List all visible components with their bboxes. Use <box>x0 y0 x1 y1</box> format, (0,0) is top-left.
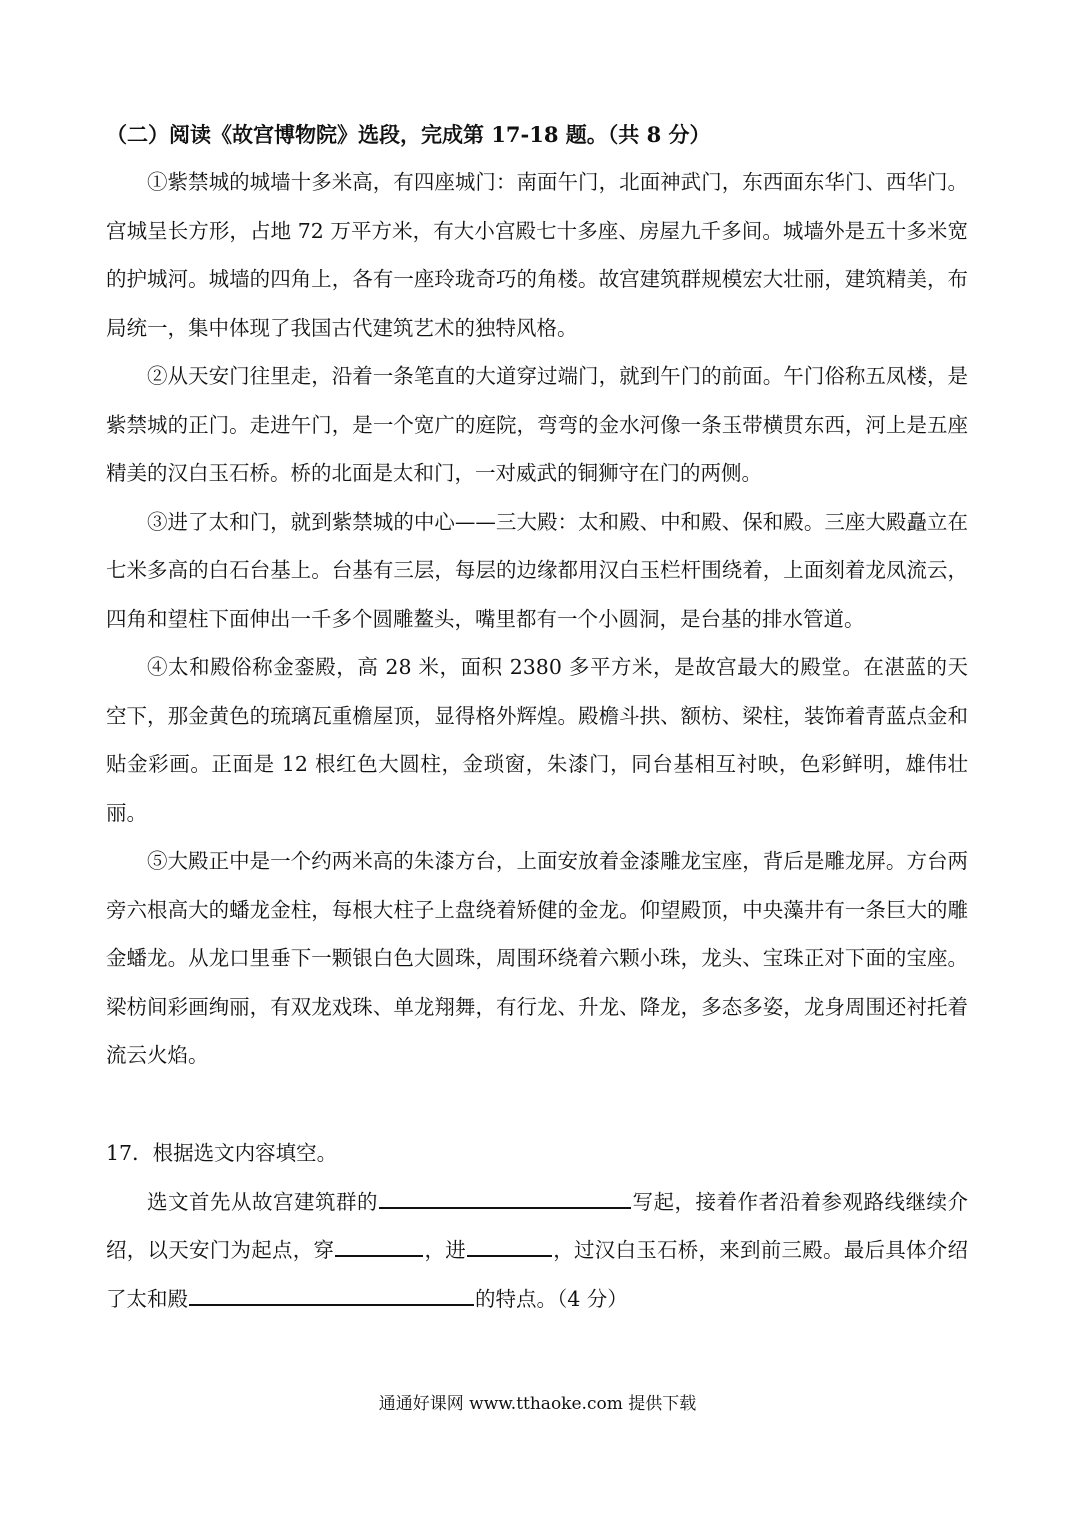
question-text-4: ，过汉白玉石桥，来到前三殿。最后具体介绍了太和殿 <box>106 1238 968 1311</box>
question-text-2: 写起，接着作者沿着参观路线继续介绍，以天安门为起点，穿 <box>106 1189 968 1262</box>
page-footer: 通通好课网 www.tthaoke.com 提供下载 <box>378 1394 697 1414</box>
reading-passage <box>106 158 968 1080</box>
question-17 <box>106 1129 968 1323</box>
answer-blank-2[interactable] <box>335 1231 423 1257</box>
question-text-1: 选文首先从故宫建筑群的 <box>147 1189 378 1214</box>
paragraph-5: ⑤大殿正中是一个约两米高的朱漆方台，上面安放着金漆雕龙宝座，背后是雕龙屏。方台两旁六根高大的蟠龙金柱，每根大柱子上盘绕着矫健的金龙。仰望殿顶，中央藻井有一条巨大的雕金蟠龙。从龙口里垂下一颗银白色大圆珠，周围环绕着六颗小珠，龙头、宝珠正对下面的宝座。梁枋间彩画绚丽，有双龙戏珠、单龙翔舞，有行龙、升龙、降龙，多态多姿，龙身周围还衬托着流云火焰。 <box>106 849 968 1067</box>
answer-blank-3[interactable] <box>467 1231 552 1257</box>
question-title: 17．根据选文内容填空。 <box>106 1141 338 1165</box>
paragraph-4: ④太和殿俗称金銮殿，高 28 米，面积 2380 多平方米，是故宫最大的殿堂。在湛蓝的天空下，那金黄色的琉璃瓦重檐屋顶，显得格外辉煌。殿檐斗拱、额枋、梁柱，装饰着青蓝点金和贴金彩画。正面是 12 根红色大圆柱，金琐窗，朱漆门，同台基相互衬映，色彩鲜明，雄伟壮丽。 <box>106 655 968 825</box>
paragraph-2: ②从天安门往里走，沿着一条笔直的大道穿过端门，就到午门的前面。午门俗称五凤楼，是紫禁城的正门。走进午门，是一个宽广的庭院，弯弯的金水河像一条玉带横贯东西，河上是五座精美的汉白玉石桥。桥的北面是太和门，一对威武的铜狮守在门的两侧。 <box>106 364 968 485</box>
question-text-5: 的特点。（4 分） <box>475 1286 628 1311</box>
question-body <box>106 1178 968 1324</box>
paragraph-1: ①紫禁城的城墙十多米高，有四座城门：南面午门，北面神武门，东西面东华门、西华门。宫城呈长方形，占地 72 万平方米，有大小宫殿七十多座、房屋九千多间。城墙外是五十多米宽的护城河。城墙的四角上，各有一座玲珑奇巧的角楼。故宫建筑群规模宏大壮丽，建筑精美，布局统一，集中体现了我国古代建筑艺术的独特风格。 <box>106 170 968 340</box>
question-text-3: ，进 <box>424 1238 466 1262</box>
answer-blank-1[interactable] <box>379 1183 631 1209</box>
paragraph-3: ③进了太和门，就到紫禁城的中心——三大殿：太和殿、中和殿、保和殿。三座大殿矗立在七米多高的白石台基上。台基有三层，每层的边缘都用汉白玉栏杆围绕着，上面刻着龙凤流云，四角和望柱下面伸出一千多个圆雕鳌头，嘴里都有一个小圆洞，是台基的排水管道。 <box>106 509 968 631</box>
section-title: （二）阅读《故宫博物院》选段，完成第 17-18 题。（共 8 分） <box>106 122 711 147</box>
answer-blank-4[interactable] <box>189 1280 474 1306</box>
